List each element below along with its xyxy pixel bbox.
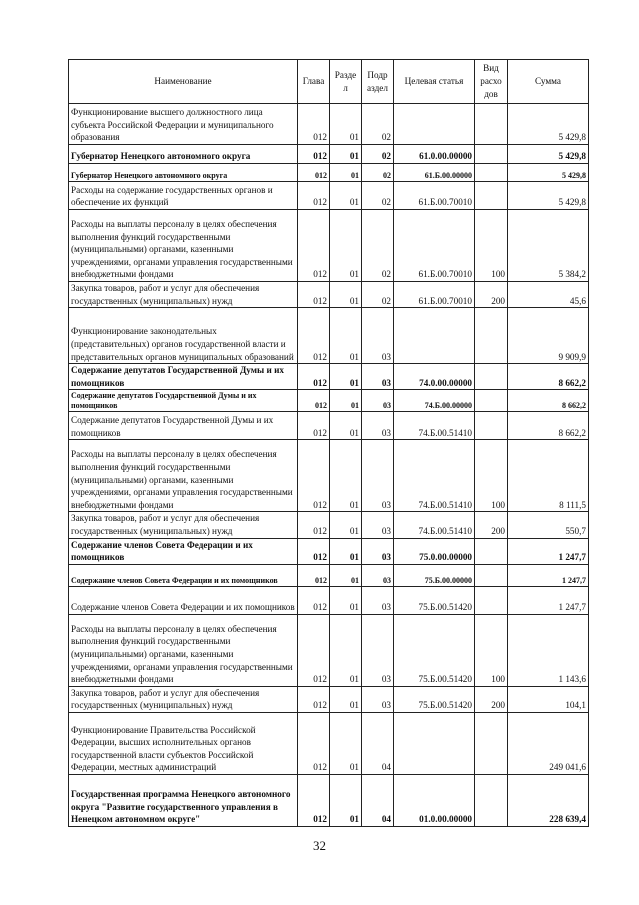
cell-celevaya: 75.0.00.00000 (394, 538, 475, 564)
cell-glava: 012 (298, 145, 330, 164)
cell-razdel: 01 (330, 586, 362, 614)
cell-name: Закупка товаров, работ и услуг для обеспечения государственных (муниципальных) нужд (69, 686, 298, 712)
cell-glava: 012 (298, 104, 330, 145)
cell-razdel: 01 (330, 308, 362, 364)
cell-glava: 012 (298, 512, 330, 538)
cell-glava: 012 (298, 538, 330, 564)
cell-name: Государственная программа Ненецкого автономного округа "Развитие государственного управления в Ненецком автономном округе" (69, 774, 298, 826)
cell-razdel: 01 (330, 145, 362, 164)
cell-vid: 100 (475, 210, 508, 282)
cell-celevaya: 01.0.00.00000 (394, 774, 475, 826)
cell-name: Содержание депутатов Государственной Думы и их помощников (69, 364, 298, 390)
cell-name: Функционирование Правительства Российской Федерации, высших исполнительных органов государственной власти субъектов Российской Федерации, местных администраций (69, 712, 298, 774)
cell-podrazdel: 03 (362, 412, 394, 440)
cell-vid (475, 182, 508, 210)
cell-summa: 5 384,2 (508, 210, 589, 282)
cell-summa: 8 662,2 (508, 412, 589, 440)
cell-podrazdel: 03 (362, 390, 394, 412)
cell-name: Содержание членов Совета Федерации и их помощников (69, 586, 298, 614)
cell-summa: 1 247,7 (508, 586, 589, 614)
cell-celevaya: 61.Б.00.70010 (394, 210, 475, 282)
cell-razdel: 01 (330, 564, 362, 586)
cell-vid (475, 774, 508, 826)
cell-razdel: 01 (330, 282, 362, 308)
cell-podrazdel: 02 (362, 282, 394, 308)
table-row (69, 104, 589, 145)
cell-podrazdel: 03 (362, 564, 394, 586)
cell-vid (475, 145, 508, 164)
cell-summa: 550,7 (508, 512, 589, 538)
table-row (69, 586, 589, 614)
cell-podrazdel: 03 (362, 440, 394, 512)
cell-podrazdel: 03 (362, 538, 394, 564)
cell-glava: 012 (298, 164, 330, 182)
cell-vid (475, 390, 508, 412)
cell-razdel: 01 (330, 412, 362, 440)
cell-celevaya: 74.Б.00.51410 (394, 512, 475, 538)
cell-name: Расходы на выплаты персоналу в целях обеспечения выполнения функций государственными (муниципальными) органами, казенными учреждениями, органами управления государственными внебюджетными фондами (69, 614, 298, 686)
cell-summa: 1 247,7 (508, 564, 589, 586)
cell-glava: 012 (298, 586, 330, 614)
cell-vid: 200 (475, 282, 508, 308)
cell-celevaya (394, 104, 475, 145)
cell-vid: 100 (475, 614, 508, 686)
cell-vid (475, 104, 508, 145)
cell-glava: 012 (298, 390, 330, 412)
header-glava: Глава (298, 60, 330, 104)
cell-summa: 8 111,5 (508, 440, 589, 512)
cell-summa: 249 041,6 (508, 712, 589, 774)
cell-celevaya (394, 308, 475, 364)
cell-celevaya: 61.Б.00.70010 (394, 282, 475, 308)
cell-podrazdel: 03 (362, 586, 394, 614)
cell-celevaya: 61.0.00.00000 (394, 145, 475, 164)
cell-vid (475, 586, 508, 614)
cell-razdel: 01 (330, 712, 362, 774)
cell-razdel: 01 (330, 210, 362, 282)
table-row (69, 282, 589, 308)
cell-vid (475, 164, 508, 182)
cell-glava: 012 (298, 614, 330, 686)
cell-summa: 5 429,8 (508, 145, 589, 164)
cell-razdel: 01 (330, 164, 362, 182)
cell-name: Функционирование высшего должностного лица субъекта Российской Федерации и муниципального образования (69, 104, 298, 145)
cell-podrazdel: 02 (362, 145, 394, 164)
cell-glava: 012 (298, 686, 330, 712)
cell-razdel: 01 (330, 538, 362, 564)
cell-name: Содержание членов Совета Федерации и их помощников (69, 538, 298, 564)
table-row (69, 512, 589, 538)
cell-glava: 012 (298, 774, 330, 826)
cell-glava: 012 (298, 440, 330, 512)
cell-glava: 012 (298, 182, 330, 210)
cell-vid (475, 364, 508, 390)
cell-vid (475, 412, 508, 440)
cell-podrazdel: 04 (362, 712, 394, 774)
cell-name: Содержание членов Совета Федерации и их помощников (69, 564, 298, 586)
table-row (69, 164, 589, 182)
cell-summa: 8 662,2 (508, 364, 589, 390)
cell-glava: 012 (298, 308, 330, 364)
cell-summa: 5 429,8 (508, 182, 589, 210)
cell-razdel: 01 (330, 182, 362, 210)
cell-razdel: 01 (330, 440, 362, 512)
table-row (69, 364, 589, 390)
cell-podrazdel: 02 (362, 210, 394, 282)
cell-summa: 104,1 (508, 686, 589, 712)
cell-vid: 200 (475, 686, 508, 712)
cell-vid (475, 712, 508, 774)
cell-celevaya: 75.Б.00.51420 (394, 586, 475, 614)
cell-glava: 012 (298, 282, 330, 308)
cell-podrazdel: 03 (362, 308, 394, 364)
page-number: 32 (313, 838, 326, 853)
cell-podrazdel: 04 (362, 774, 394, 826)
cell-name: Закупка товаров, работ и услуг для обеспечения государственных (муниципальных) нужд (69, 512, 298, 538)
cell-summa: 5 429,8 (508, 104, 589, 145)
cell-celevaya (394, 712, 475, 774)
cell-celevaya: 75.Б.00.51420 (394, 614, 475, 686)
cell-celevaya: 74.Б.00.51410 (394, 412, 475, 440)
cell-glava: 012 (298, 564, 330, 586)
header-celevaya: Целевая статья (394, 60, 475, 104)
cell-podrazdel: 03 (362, 364, 394, 390)
cell-vid (475, 308, 508, 364)
cell-celevaya: 74.Б.00.51410 (394, 440, 475, 512)
cell-vid (475, 564, 508, 586)
cell-razdel: 01 (330, 614, 362, 686)
cell-celevaya: 75.Б.00.00000 (394, 564, 475, 586)
budget-table (68, 59, 589, 827)
table-row (69, 390, 589, 412)
cell-razdel: 01 (330, 364, 362, 390)
cell-name: Расходы на выплаты персоналу в целях обеспечения выполнения функций государственными (муниципальными) органами, казенными учреждениями, органами управления государственными внебюджетными фондами (69, 210, 298, 282)
cell-razdel: 01 (330, 686, 362, 712)
table-row (69, 712, 589, 774)
cell-celevaya: 61.Б.00.00000 (394, 164, 475, 182)
cell-vid: 100 (475, 440, 508, 512)
cell-summa: 1 143,6 (508, 614, 589, 686)
cell-podrazdel: 03 (362, 686, 394, 712)
cell-celevaya: 75.Б.00.51420 (394, 686, 475, 712)
cell-name: Закупка товаров, работ и услуг для обеспечения государственных (муниципальных) нужд (69, 282, 298, 308)
cell-name: Расходы на выплаты персоналу в целях обеспечения выполнения функций государственными (муниципальными) органами, казенными учреждениями, органами управления государственными внебюджетными фондами (69, 440, 298, 512)
cell-glava: 012 (298, 210, 330, 282)
table-row (69, 145, 589, 164)
cell-razdel: 01 (330, 104, 362, 145)
cell-glava: 012 (298, 412, 330, 440)
cell-vid: 200 (475, 512, 508, 538)
table-row (69, 686, 589, 712)
header-name: Наименование (69, 60, 298, 104)
table-row (69, 182, 589, 210)
cell-celevaya: 74.0.00.00000 (394, 364, 475, 390)
header-vid: Вид расхо дов (475, 60, 508, 104)
header-summa: Сумма (508, 60, 589, 104)
table-row (69, 564, 589, 586)
cell-summa: 228 639,4 (508, 774, 589, 826)
cell-summa: 9 909,9 (508, 308, 589, 364)
cell-glava: 012 (298, 364, 330, 390)
cell-name: Расходы на содержание государственных органов и обеспечение их функций (69, 182, 298, 210)
table-header-row (69, 60, 589, 104)
cell-summa: 5 429,8 (508, 164, 589, 182)
header-podrazdel: Подр аздел (362, 60, 394, 104)
cell-razdel: 01 (330, 512, 362, 538)
cell-name: Содержание депутатов Государственной Думы и их помощников (69, 412, 298, 440)
table-row (69, 614, 589, 686)
cell-podrazdel: 02 (362, 182, 394, 210)
cell-celevaya: 74.Б.00.00000 (394, 390, 475, 412)
table-row (69, 308, 589, 364)
table-row (69, 210, 589, 282)
cell-podrazdel: 03 (362, 614, 394, 686)
cell-name: Функционирование законодательных (представительных) органов государственной власти и представительных органов муниципальных образований (69, 308, 298, 364)
cell-summa: 8 662,2 (508, 390, 589, 412)
cell-razdel: 01 (330, 390, 362, 412)
table-row (69, 440, 589, 512)
cell-razdel: 01 (330, 774, 362, 826)
table-row (69, 774, 589, 826)
cell-podrazdel: 02 (362, 104, 394, 145)
cell-name: Содержание депутатов Государственной Думы и их помощников (69, 390, 298, 412)
cell-podrazdel: 03 (362, 512, 394, 538)
cell-summa: 45,6 (508, 282, 589, 308)
cell-celevaya: 61.Б.00.70010 (394, 182, 475, 210)
cell-name: Губернатор Ненецкого автономного округа (69, 164, 298, 182)
cell-podrazdel: 02 (362, 164, 394, 182)
cell-summa: 1 247,7 (508, 538, 589, 564)
header-razdel: Разде л (330, 60, 362, 104)
cell-glava: 012 (298, 712, 330, 774)
cell-vid (475, 538, 508, 564)
table-row (69, 538, 589, 564)
cell-name: Губернатор Ненецкого автономного округа (69, 145, 298, 164)
table-row (69, 412, 589, 440)
